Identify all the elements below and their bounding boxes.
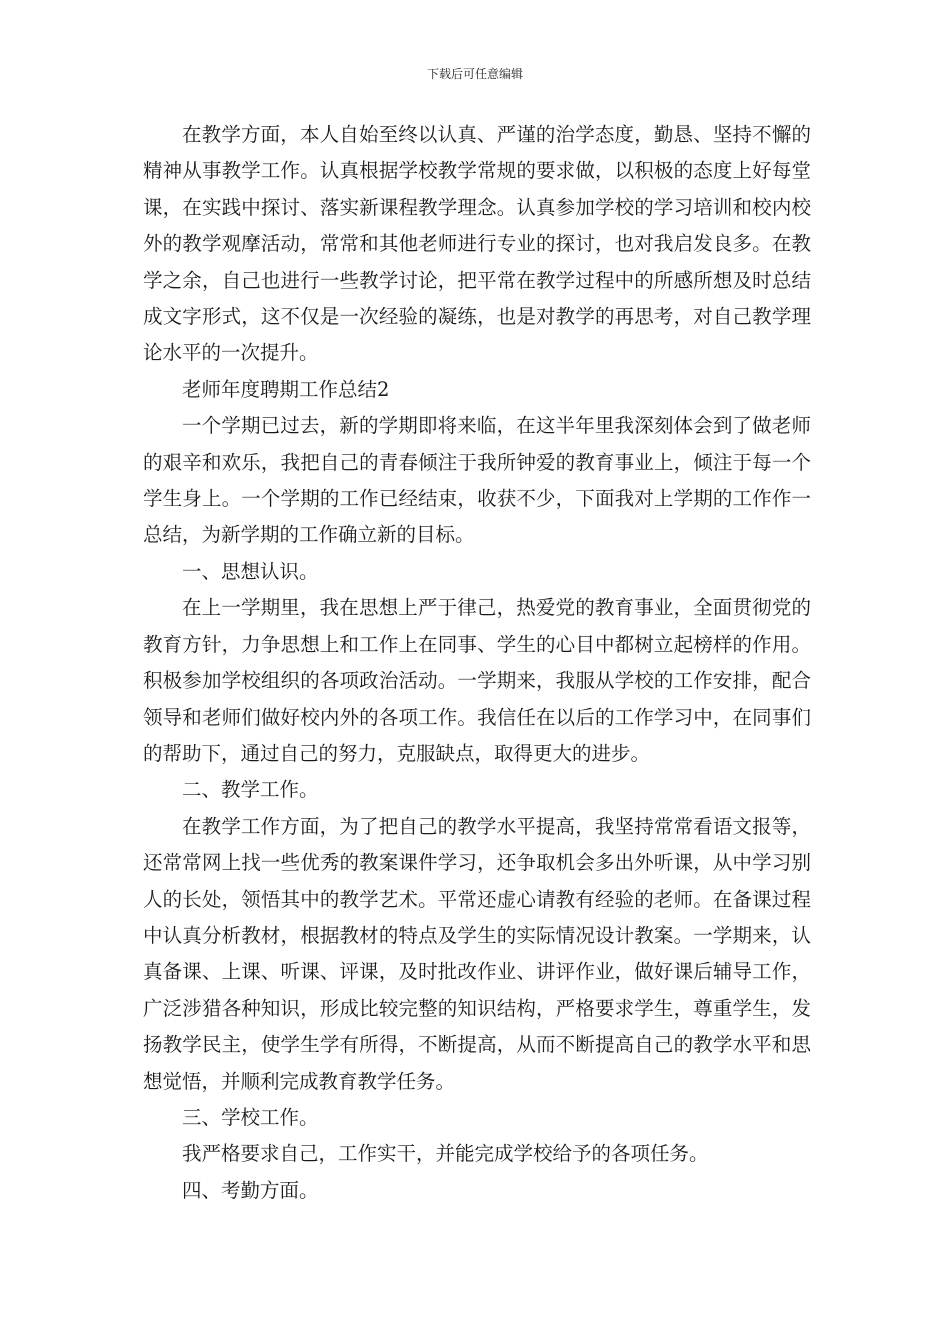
heading-school-work: 三、学校工作。 (182, 1105, 319, 1129)
paragraph-teaching: 在教学工作方面，为了把自己的教学水平提高，我坚持常常看语文报等，还常常网上找一些优秀的教案课件学习，还争取机会多出外听课，从中学习别人的长处，领悟其中的教学艺术。平常还虚心请教有经验的老师。在备课过程中认真分析教材，根据教材的特点及学生的实际情况设计教案。一学期来，认真备课、上课、听课、评课，及时批改作业、讲评作业，做好课后辅导工作，广泛涉猎各种知识，形成比较完整的知识结构，严格要求学生，尊重学生，发扬教学民主，使学生学有所得，不断提高，从而不断提高自己的教学水平和思想觉悟，并顺利完成教育教学任务。 (143, 814, 811, 1093)
download-note: 下载后可任意编辑 (426, 67, 523, 81)
heading-attendance: 四、考勤方面。 (182, 1178, 319, 1202)
heading-teaching: 二、教学工作。 (182, 778, 319, 802)
heading-thought: 一、思想认识。 (182, 559, 319, 583)
paragraph-school-work: 我严格要求自己，工作实干，并能完成学校给予的各项任务。 (182, 1142, 709, 1166)
paragraph-semester-intro: 一个学期已过去，新的学期即将来临，在这半年里我深刻体会到了做老师的艰辛和欢乐，我把自己的青春倾注于我所钟爱的教育事业上，倾注于每一个学生身上。一个学期的工作已经结束，收获不少，下面我对上学期的工作作一总结，为新学期的工作确立新的目标。 (143, 414, 811, 547)
section-title: 老师年度聘期工作总结2 (182, 377, 390, 401)
paragraph-teaching-intro: 在教学方面，本人自始至终以认真、严谨的治学态度，勤恳、坚持不懈的精神从事教学工作。认真根据学校教学常规的要求做，以积极的态度上好每堂课，在实践中探讨、落实新课程教学理念。认真参加学校的学习培训和校内校外的教学观摩活动，常常和其他老师进行专业的探讨，也对我启发良多。在教学之余，自己也进行一些教学讨论，把平常在教学过程中的所感所想及时总结成文字形式，这不仅是一次经验的凝练，也是对教学的再思考，对自己教学理论水平的一次提升。 (143, 123, 811, 365)
paragraph-thought: 在上一学期里，我在思想上严于律己，热爱党的教育事业，全面贯彻党的教育方针，力争思想上和工作上在同事、学生的心目中都树立起榜样的作用。积极参加学校组织的各项政治活动。一学期来，我服从学校的工作安排，配合领导和老师们做好校内外的各项工作。我信任在以后的工作学习中，在同事们的帮助下，通过自己的努力，克服缺点，取得更大的进步。 (143, 596, 811, 765)
document-body (143, 117, 811, 1209)
